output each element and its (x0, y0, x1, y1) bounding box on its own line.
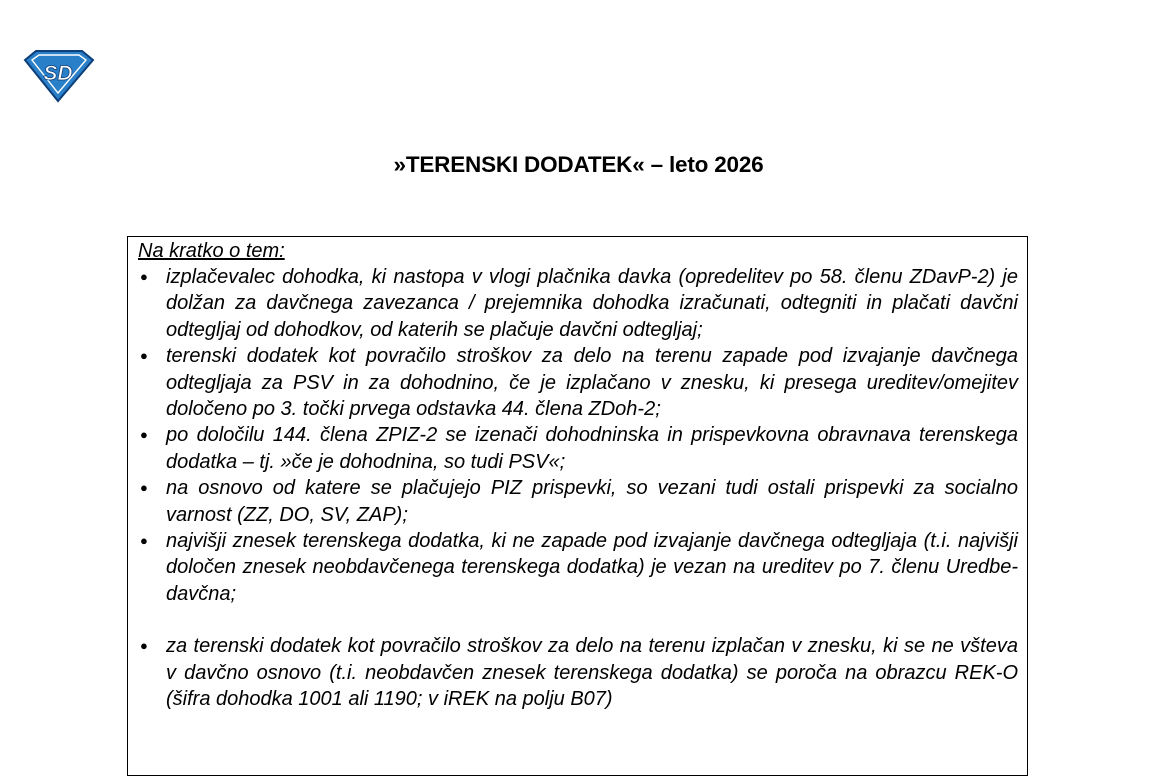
summary-list (138, 264, 1018, 713)
list-item-text: izplačevalec dohodka, ki nastopa v vlogi plačnika davka (opredelitev po 58. členu ZDavP-2) je dolžan za davčnega zavezanca / prejemnika dohodka izračunati, odtegniti in plačati davčni odtegljaj od dohodkov, od katerih se plačuje davčni odtegljaj; (166, 266, 1018, 341)
list-item (138, 422, 1018, 475)
list-item-text: najvišji znesek terenskega dodatka, ki ne zapade pod izvajanje davčnega odtegljaja (t.i. najvišji določen znesek neobdavčenega terenskega dodatka) je vezan na ureditev po 7. členu Uredbe-davčna; (166, 530, 1018, 605)
bullet-icon: ● (140, 638, 148, 654)
list-item (138, 475, 1018, 528)
logo (22, 48, 96, 104)
logo-text: SD (43, 62, 73, 85)
summary-heading: Na kratko o tem: (138, 240, 285, 262)
shield-logo-icon (22, 48, 96, 104)
list-item (138, 343, 1018, 422)
list-item (138, 633, 1018, 712)
bullet-icon: ● (140, 269, 148, 284)
list-item-text: na osnovo od katere se plačujejo PIZ prispevki, so vezani tudi ostali prispevki za socialno varnost (ZZ, DO, SV, ZAP); (166, 477, 1018, 526)
list-item (138, 528, 1018, 607)
page-title: »TERENSKI DODATEK« – leto 2026 (393, 152, 764, 177)
bullet-icon: ● (140, 480, 148, 496)
bullet-icon: ● (140, 348, 148, 364)
list-item-text: za terenski dodatek kot povračilo stroškov za delo na terenu izplačan v znesku, ki se ne všteva v davčno osnovo (t.i. neobdavčen znesek terenskega dodatka) se poroča na obrazcu REK-O (šifra dohodka 1001 ali 1190; v iREK na polju B07) (166, 635, 1018, 711)
summary-box (127, 236, 1028, 776)
list-item-text: terenski dodatek kot povračilo stroškov za delo na terenu zapade pod izvajanje davčnega odtegljaja za PSV in za dohodnino, če je izplačano v znesku, ki presega ureditev/omejitev določeno po 3. točki prvega odstavka 44. člena ZDoh-2; (166, 345, 1018, 421)
bullet-icon: ● (140, 533, 148, 549)
list-item (138, 264, 1018, 343)
list-item-text: po določilu 144. člena ZPIZ-2 se izenači dohodninska in prispevkovna obravnava terenskega dodatka – tj. »če je dohodnina, so tudi PSV«; (166, 424, 1018, 473)
bullet-icon: ● (140, 427, 148, 443)
